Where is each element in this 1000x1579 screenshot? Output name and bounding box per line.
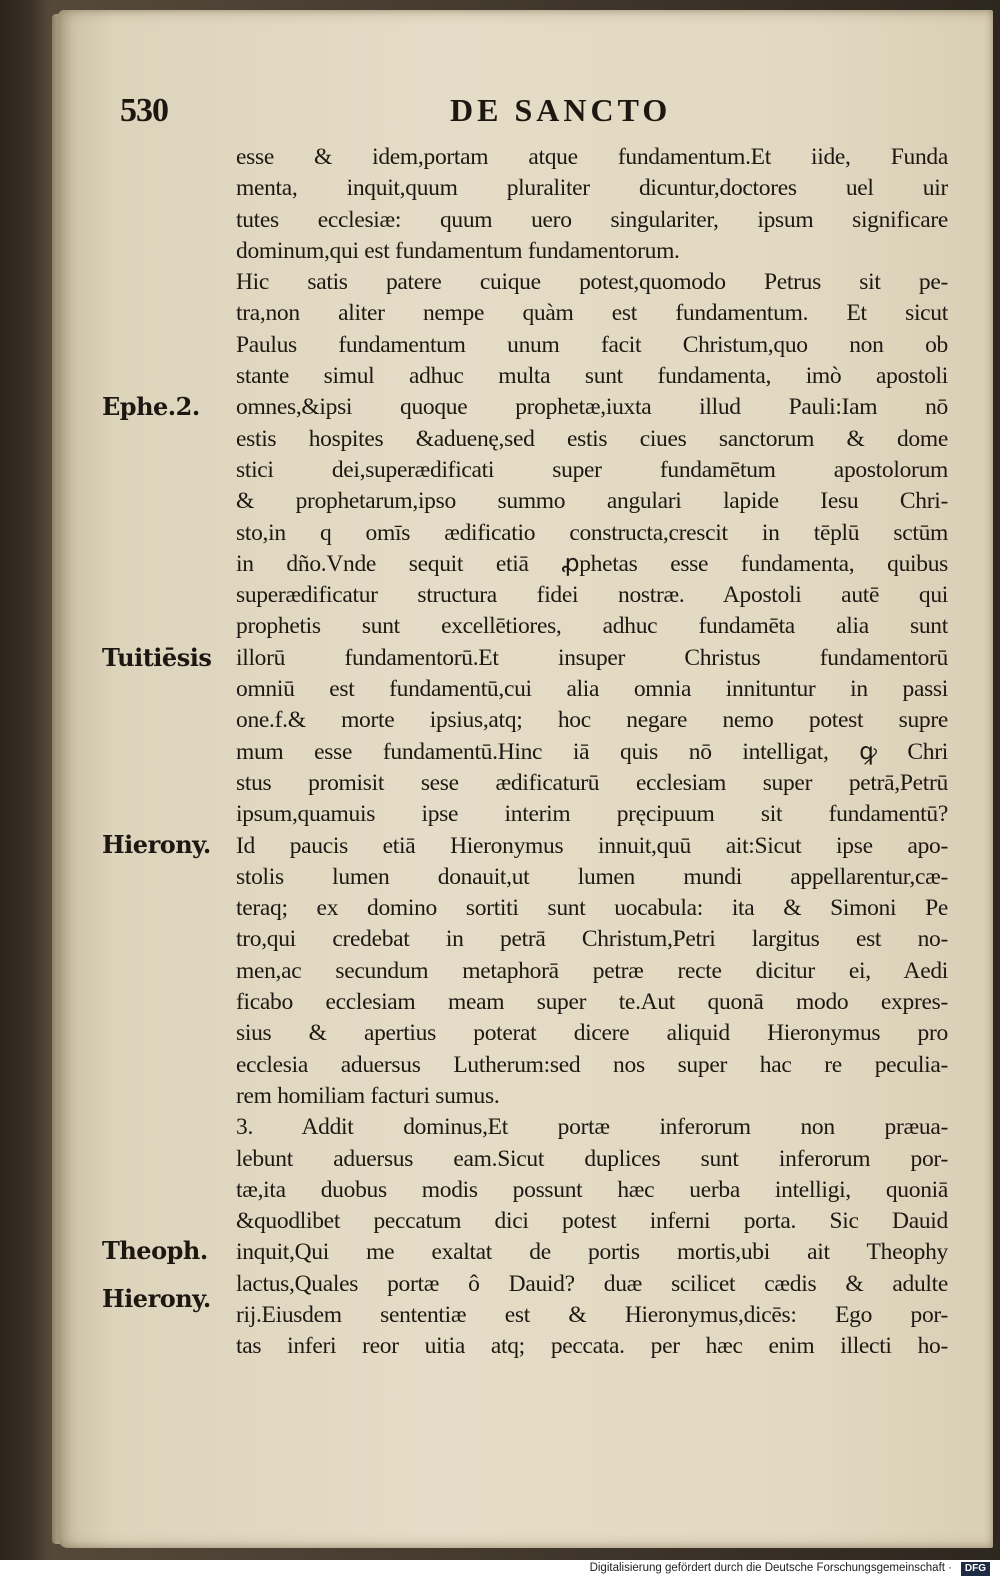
text-line: tra,non aliter nempe quàm est fundamentum. Et sicut (236, 300, 948, 327)
text-line: tas inferi reor uitia atq; peccata. per hæc enim illecti ho- (236, 1333, 948, 1360)
text-line: rij.Eiusdem sententiæ est & Hieronymus,dicēs: Ego por- (236, 1301, 948, 1328)
text-line: dominum,qui est fundamentum fundamentorum. (236, 237, 680, 264)
text-line: teraq; ex domino sortiti sunt uocabula: ita & Simoni Pe (236, 895, 948, 922)
text-line: Hic satis patere cuique potest,quomodo Petrus sit pe- (236, 269, 948, 296)
text-line: estis hospites &aduenę,sed estis ciues sanctorum & dome (236, 425, 948, 452)
text-line: sto,in q omīs ædificatio constructa,crescit in tēplū sctūm (236, 519, 948, 546)
running-head (120, 92, 940, 136)
text-line: ipsum,quamuis ipse interim pręcipuum sit fundamentū? (236, 801, 948, 828)
text-line: stici dei,superædificati super fundamētum apostolorum (236, 456, 948, 483)
funding-credit: Digitalisierung gefördert durch die Deutsche Forschungsgemeinschaft · (589, 1562, 952, 1574)
text-line: sius & apertius poterat dicere aliquid Hieronymus pro (236, 1020, 948, 1047)
margin-note-ephe: Ephe.2. (102, 392, 200, 421)
text-line: prophetis sunt excellētiores, adhuc fundamēta alia sunt (236, 613, 948, 640)
text-line: stante simul adhuc multa sunt fundamenta, imò apostoli (236, 363, 948, 390)
text-line: tutes ecclesiæ: quum uero singulariter, ipsum significare (236, 206, 948, 233)
text-line: inquit,Qui me exaltat de portis mortis,ubi ait Theophy (236, 1239, 948, 1266)
text-line: tæ,ita duobus modis possunt hæc uerba intelligi, quoniā (236, 1176, 948, 1203)
text-line: stolis lumen donauit,ut lumen mundi appellarentur,cæ- (236, 863, 948, 890)
text-line: one.f.& morte ipsius,atq; hoc negare nemo potest supre (236, 707, 948, 734)
text-line: superædificatur structura fidei nostræ. Apostoli autē qui (236, 582, 948, 609)
margin-note-hierony-2: Hierony. (102, 1284, 211, 1313)
text-line: ecclesia aduersus Lutherum:sed nos super hac re peculia- (236, 1051, 948, 1078)
dfg-logo: DFG (961, 1562, 990, 1576)
text-line: Paulus fundamentum unum facit Christum,quo non ob (236, 331, 948, 358)
text-line: lebunt aduersus eam.Sicut duplices sunt inferorum por- (236, 1145, 948, 1172)
margin-note-hierony: Hierony. (102, 830, 211, 859)
margin-note-tuitiensis: Tuitiēsis (102, 643, 212, 672)
page-number: 530 (120, 92, 168, 129)
text-line: tro,qui credebat in petrā Christum,Petri largitus est no- (236, 926, 948, 953)
text-line: men,ac secundum metaphorā petræ recte dicitur ei, Aedi (236, 957, 948, 984)
text-line: omniū est fundamentū,cui alia omnia innituntur in passi (236, 676, 948, 703)
body-text (236, 142, 948, 1363)
text-line: & prophetarum,ipso summo angulari lapide Iesu Chri- (236, 488, 948, 515)
text-line: menta, inquit,quum pluraliter dicuntur,doctores uel uir (236, 175, 948, 202)
margin-note-theoph: Theoph. (102, 1236, 208, 1265)
text-line: omnes,&ipsi quoque prophetæ,iuxta illud Pauli:Iam nō (236, 394, 948, 421)
text-line: &quodlibet peccatum dici potest inferni porta. Sic Dauid (236, 1208, 948, 1235)
text-line: in dño.Vnde sequit etiā ꝓphetas esse fundamenta, quibus (236, 550, 948, 577)
text-line: Id paucis etiā Hieronymus innuit,quū ait:Sicut ipse apo- (236, 832, 948, 859)
footer-bar (0, 1560, 1000, 1579)
text-line: illorū fundamentorū.Et insuper Christus fundamentorū (236, 644, 948, 671)
text-line: stus promisit sese ædificaturū ecclesiam super petrā,Petrū (236, 769, 948, 796)
running-title: DE SANCTO (450, 92, 672, 128)
text-line: 3. Addit dominus,Et portæ inferorum non præua- (236, 1114, 948, 1141)
text-line: lactus,Quales portæ ô Dauid? duæ scilicet cædis & adulte (236, 1270, 948, 1297)
text-line: rem homiliam facturi sumus. (236, 1082, 500, 1109)
text-line: esse & idem,portam atque fundamentum.Et iide, Funda (236, 144, 948, 170)
text-line: ficabo ecclesiam meam super te.Aut quonā modo expres- (236, 989, 948, 1016)
text-line: mum esse fundamentū.Hinc iā quis nō intelligat, ꝙ Chri (236, 738, 948, 765)
